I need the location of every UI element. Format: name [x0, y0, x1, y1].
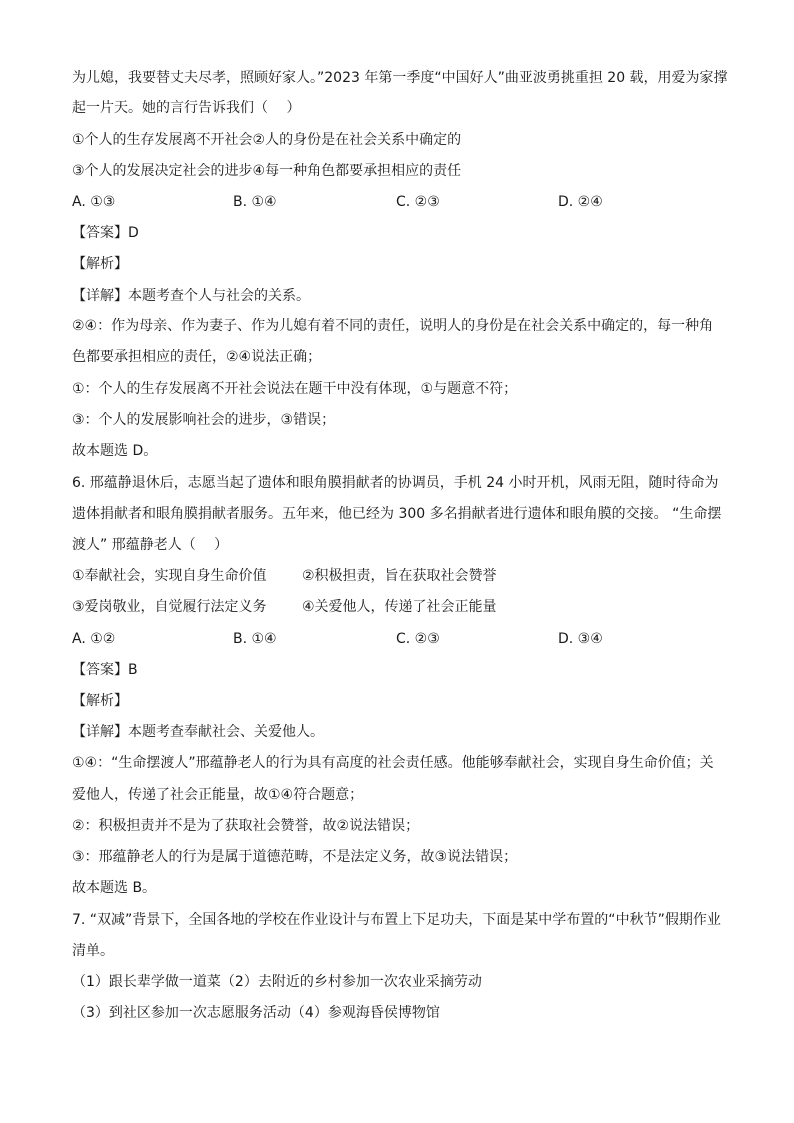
q5-conclusion: 故本题选 D。 [72, 443, 158, 459]
q5-stem-line-2: 起一片天。她的言行告诉我们（ ） [72, 100, 301, 116]
q5-option-a: A. ①③ [72, 194, 116, 210]
q6-statement-4: ④关爱他人，传递了社会正能量 [302, 599, 497, 615]
q6-option-d: D. ③④ [558, 631, 603, 647]
q6-statements-row-2 [72, 598, 497, 616]
q5-option-c: C. ②③ [396, 194, 440, 210]
q6-conclusion: 故本题选 B。 [72, 880, 157, 896]
q7-stem-line-1: 7. “双减”背景下，全国各地的学校在作业设计与布置上下足功夫，下面是某中学布置的“中秋节”假期作业 [72, 912, 721, 928]
q6-option-a: A. ①② [72, 631, 116, 647]
q6-option-c: C. ②③ [396, 631, 440, 647]
q6-analysis-heading: 【解析】 [72, 693, 128, 709]
q6-explanation-2: ②：积极担责并不是为了获取社会赞誉，故②说法错误； [72, 818, 420, 834]
q6-statements-row-1 [72, 567, 497, 585]
q6-option-b: B. ①④ [233, 631, 277, 647]
q5-statements-1: ①个人的生存发展离不开社会②人的身份是在社会关系中确定的 [72, 132, 462, 148]
q5-option-b: B. ①④ [233, 194, 277, 210]
q7-list-item-1: （1）跟长辈学做一道菜（2）去附近的乡村参加一次农业采摘劳动 [72, 974, 482, 990]
q6-explanation-3: ③：邢蕴静老人的行为是属于道德范畴，不是法定义务，故③说法错误； [72, 849, 518, 865]
q6-stem-line-3: 渡人” 邢蕴静老人（ ） [72, 537, 229, 553]
q6-explanation-1b: 爱他人，传递了社会正能量，故①④符合题意； [72, 787, 364, 803]
q5-explanation-3: ③：个人的发展影响社会的进步，③错误； [72, 412, 336, 428]
q7-list-item-2: （3）到社区参加一次志愿服务活动（4）参观海昏侯博物馆 [72, 1005, 440, 1021]
q6-detail: 【详解】本题考查奉献社会、关爱他人。 [72, 724, 324, 740]
q5-stem-line-1: 为儿媳，我要替丈夫尽孝，照顾好家人。”2023 年第一季度“中国好人”曲亚波勇挑重担 20 载，用爱为家撑 [72, 70, 728, 86]
q5-analysis-heading: 【解析】 [72, 256, 128, 272]
q6-answer: 【答案】B [72, 662, 138, 678]
q5-explanation-1a: ②④：作为母亲、作为妻子、作为儿媳有着不同的责任，说明人的身份是在社会关系中确定的，每一种角 [72, 318, 714, 334]
q6-statement-2: ②积极担责，旨在获取社会赞誉 [302, 568, 497, 584]
q6-explanation-1a: ①④：“生命摆渡人”邢蕴静老人的行为具有高度的社会责任感。他能够奉献社会，实现自身生命价值；关 [72, 755, 714, 771]
q6-statement-3: ③爱岗敬业，自觉履行法定义务 [72, 599, 267, 615]
q5-detail: 【详解】本题考查个人与社会的关系。 [72, 288, 310, 304]
q5-explanation-2: ①：个人的生存发展离不开社会说法在题干中没有体现，①与题意不符； [72, 381, 518, 397]
q6-stem-line-1: 6. 邢蕴静退休后，志愿当起了遗体和眼角膜捐献者的协调员，手机 24 小时开机，风雨无阻，随时待命为 [72, 475, 719, 491]
q5-answer: 【答案】D [72, 225, 139, 241]
q7-stem-line-2: 清单。 [72, 943, 114, 959]
q6-stem-line-2: 遗体捐献者和眼角膜捐献者服务。五年来，他已经为 300 多名捐献者进行遗体和眼角膜的交接。 “生命摆 [72, 506, 722, 522]
q5-explanation-1b: 色都要承担相应的责任，②④说法正确； [72, 349, 322, 365]
q5-option-d: D. ②④ [558, 194, 603, 210]
q6-statement-1: ①奉献社会，实现自身生命价值 [72, 568, 267, 584]
q5-statements-2: ③个人的发展决定社会的进步④每一种角色都要承担相应的责任 [72, 163, 462, 179]
